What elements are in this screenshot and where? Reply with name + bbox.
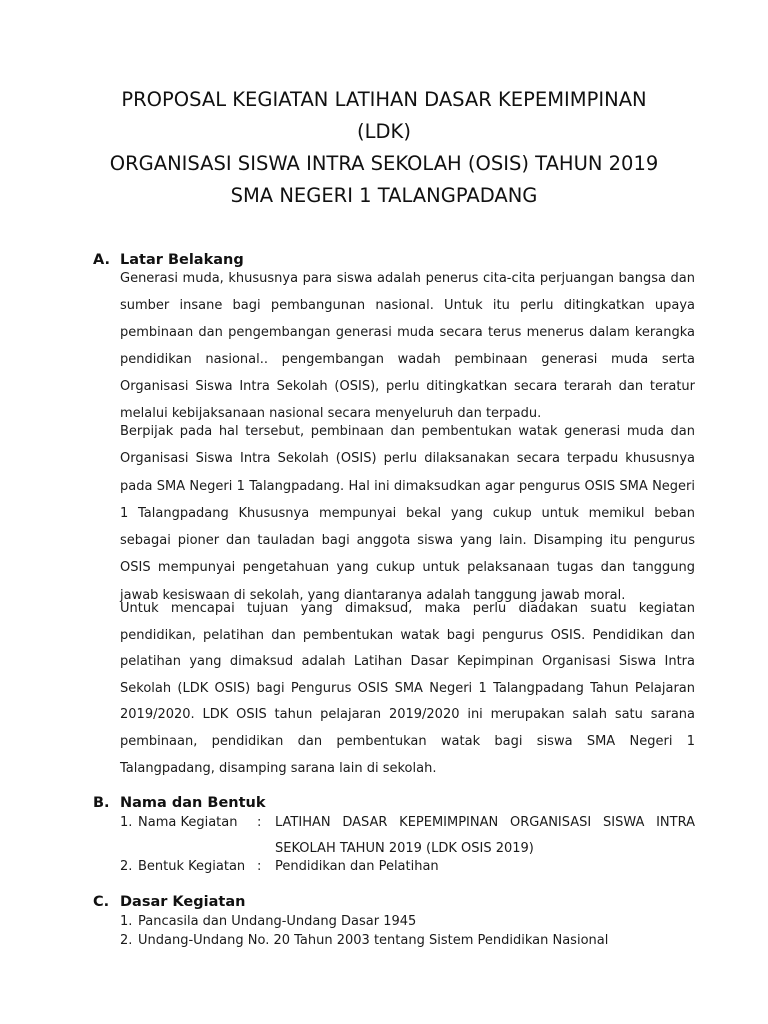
section-c-heading (93, 894, 245, 910)
section-b-title: Nama dan Bentuk (120, 795, 266, 811)
item-number: 1. (120, 914, 133, 929)
list-item (120, 914, 416, 929)
section-a-paragraph-1: Generasi muda, khususnya para siswa adalah penerus cita-cita perjuangan bangsa dan sumber insane bagi pembangunan nasional. Untuk itu perlu ditingkatkan upaya pembinaan dan pengembangan generasi muda secara terus menerus dalam kerangka pendidikan nasional.. pengembangan wadah pembinaan generasi muda serta Organisasi Siswa Intra Sekolah (OSIS), perlu ditingkatkan secara terarah dan teratur melalui kebijaksanaan nasional secara menyeluruh dan terpadu. (120, 271, 695, 421)
nama-kegiatan-value-line-1: LATIHAN DASAR KEPEMIMPINAN ORGANISASI SISWA INTRA (275, 815, 695, 830)
section-a-paragraph-3: Untuk mencapai tujuan yang dimaksud, maka perlu diadakan suatu kegiatan pendidikan, pelatihan dan pembentukan watak bagi pengurus OSIS. Pendidikan dan pelatihan yang dimaksud adalah Latihan Dasar Kepimpinan Organisasi Siswa Intra Sekolah (LDK OSIS) bagi Pengurus OSIS SMA Negeri 1 Talangpadang Tahun Pelajaran 2019/2020. LDK OSIS tahun pelajaran 2019/2020 ini merupakan salah satu sarana pembinaan, pendidikan dan pembentukan watak bagi siswa SMA Negeri 1 Talangpadang, disamping sarana lain di sekolah. (120, 601, 695, 776)
section-a-title: Latar Belakang (120, 252, 244, 268)
item-number: 2. (120, 859, 133, 874)
colon: : (257, 859, 262, 874)
list-item (120, 933, 608, 948)
section-b-letter: B. (93, 795, 110, 811)
nama-kegiatan-label: Nama Kegiatan (138, 815, 238, 830)
list-item-text: Undang-Undang No. 20 Tahun 2003 tentang Sistem Pendidikan Nasional (138, 933, 609, 948)
section-a-letter: A. (93, 252, 110, 268)
colon: : (257, 815, 262, 830)
document-title (80, 84, 688, 212)
item-number: 2. (120, 933, 133, 948)
section-b-heading (93, 795, 266, 811)
item-number: 1. (120, 815, 133, 830)
title-line-4: SMA NEGERI 1 TALANGPADANG (230, 184, 538, 207)
section-c-letter: C. (93, 894, 110, 910)
nama-kegiatan-value (275, 810, 695, 862)
list-item-text: Pancasila dan Undang-Undang Dasar 1945 (138, 914, 417, 929)
bentuk-kegiatan-value: Pendidikan dan Pelatihan (275, 859, 439, 874)
section-a-paragraph-2: Berpijak pada hal tersebut, pembinaan dan pembentukan watak generasi muda dan Organisasi Siswa Intra Sekolah (OSIS) perlu dilaksanakan secara terpadu khususnya pada SMA Negeri 1 Talangpadang. Hal ini dimaksudkan agar pengurus OSIS SMA Negeri 1 Talangpadang Khususnya mempunyai bekal yang cukup untuk memikul beban sebagai pioner dan tauladan bagi anggota siswa yang lain. Disamping itu pengurus OSIS mempunyai pengetahuan yang cukup untuk pelaksanaan tugas dan tanggung jawab kesiswaan di sekolah, yang diantaranya adalah tanggung jawab moral. (120, 424, 695, 603)
title-line-1: PROPOSAL KEGIATAN LATIHAN DASAR KEPEMIMPINAN (121, 88, 647, 111)
section-c-title: Dasar Kegiatan (120, 894, 246, 910)
title-line-2: (LDK) (357, 120, 411, 143)
bentuk-kegiatan-label: Bentuk Kegiatan (138, 859, 246, 874)
title-line-3: ORGANISASI SISWA INTRA SEKOLAH (OSIS) TAHUN 2019 (109, 152, 659, 175)
nama-kegiatan-value-line-2: SEKOLAH TAHUN 2019 (LDK OSIS 2019) (275, 841, 534, 856)
